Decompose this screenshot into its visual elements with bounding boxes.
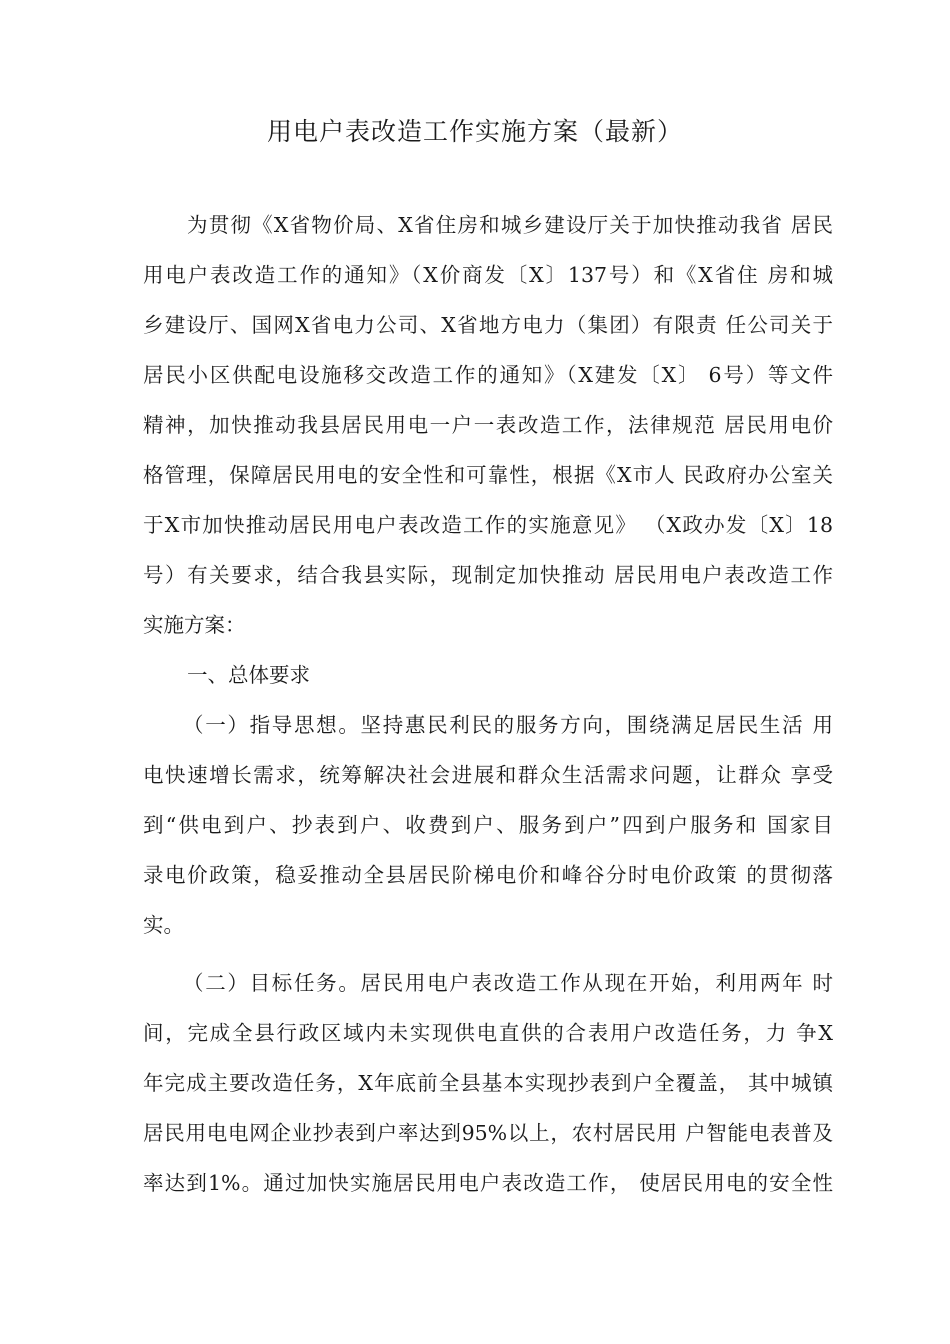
paragraph-gap <box>143 950 833 958</box>
text-line: 居民用电电网企业抄表到户率达到95%以上，农村居民用 户智能电表普及 <box>143 1121 833 1145</box>
paragraph-target-tasks <box>143 958 833 1208</box>
text-line: 于X市加快推动居民用电户表改造工作的实施意见》 （X政办发〔X〕18 <box>143 513 833 537</box>
paragraph-guiding-ideology <box>143 700 833 950</box>
text-line: 号）有关要求，结合我县实际，现制定加快推动 居民用电户表改造工作 <box>143 563 833 587</box>
document-body <box>143 200 833 1208</box>
text-line: 录电价政策，稳妥推动全县居民阶梯电价和峰谷分时电价政策 的贯彻落 <box>143 863 833 887</box>
document-title: 用电户表改造工作实施方案（最新） <box>266 117 683 146</box>
text-line: 年完成主要改造任务，X年底前全县基本实现抄表到户全覆盖， 其中城镇 <box>143 1071 833 1095</box>
text-line: 到“供电到户、抄表到户、收费到户、服务到户”四到户服务和 国家目 <box>143 813 833 837</box>
text-line: 为贯彻《X省物价局、X省住房和城乡建设厅关于加快推动我省 居民 <box>187 213 833 237</box>
text-line: 实施方案： <box>143 613 246 637</box>
section-heading <box>143 650 833 700</box>
text-line: 电快速增长需求，统筹解决社会进展和群众生活需求问题，让群众 享受 <box>143 763 833 787</box>
text-line: 实。 <box>143 913 184 937</box>
text-line: （一）指导思想。坚持惠民利民的服务方向，围绕满足居民生活 用 <box>183 713 833 737</box>
text-line: 格管理，保障居民用电的安全性和可靠性，根据《X市人 民政府办公室关 <box>143 463 833 487</box>
paragraph-preamble <box>143 200 833 650</box>
text-line: 精神，加快推动我县居民用电一户一表改造工作，法律规范 居民用电价 <box>143 413 833 437</box>
text-line: 居民小区供配电设施移交改造工作的通知》（X建发〔X〕 6号）等文件 <box>143 363 833 387</box>
heading-text: 一、总体要求 <box>187 663 310 687</box>
text-line: 率达到1%。通过加快实施居民用电户表改造工作， 使居民用电的安全性 <box>143 1171 833 1195</box>
text-line: 乡建设厅、国网X省电力公司、X省地方电力（集团）有限责 任公司关于 <box>143 313 833 337</box>
text-line: （二）目标任务。居民用电户表改造工作从现在开始，利用两年 时 <box>183 971 833 995</box>
text-line: 用电户表改造工作的通知》（X价商发〔X〕137号）和《X省住 房和城 <box>143 263 833 287</box>
text-line: 间，完成全县行政区域内未实现供电直供的合表用户改造任务，力 争X <box>143 1021 833 1045</box>
